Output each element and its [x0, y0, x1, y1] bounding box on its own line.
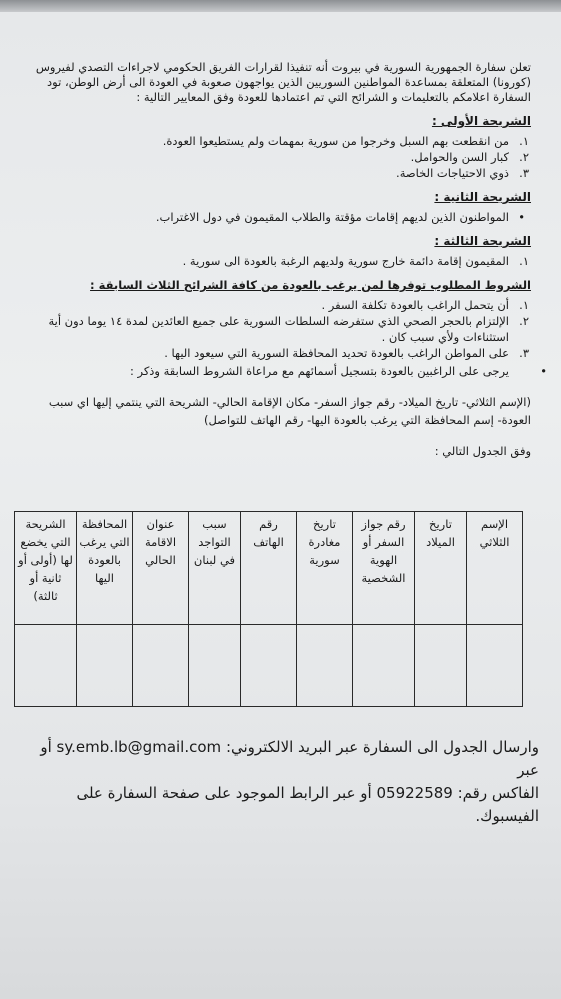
document-body [14, 60, 547, 459]
table-header-cell: تاريخ مغادرة سورية [297, 512, 353, 625]
table-header-cell: رقم جواز السفر أو الهوية الشخصية [353, 512, 415, 625]
email-address: sy.emb.lb@gmail.com [56, 738, 222, 756]
table-header-cell: تاريخ الميلاد [415, 512, 467, 625]
footer-line-2: الفاكس رقم: 05922589 أو عبر الرابط الموجود على صفحة السفارة على الفيسبوك. [76, 784, 539, 825]
section2-list [14, 209, 531, 225]
table-cell [241, 625, 297, 707]
table-intro: وفق الجدول التالي : [434, 444, 531, 458]
footer-instructions [14, 736, 539, 828]
table-cell [189, 625, 241, 707]
table-header-cell: المحافظة التي يرغب بالعودة اليها [77, 512, 133, 625]
intro-paragraph: تعلن سفارة الجمهورية السورية في بيروت أنه تنفيذا لقرارات الفريق الحكومي لاجراءات التصدي لفيروس (كورونا) المتعلقة بمساعدة المواطنين السوريين الذين يواجهون صعوبة في العودة الى أرض الوطن، تود السفارة اعلامكم بالتعليمات و الشرائح التي تم اعتمادها للعودة وفق المعايير التالية : [35, 60, 531, 104]
list-item: ٢. كبار السن والحوامل. [410, 150, 529, 164]
table-header-cell: الشريحة التي يخضع لها (أولى أو ثانية أو ثالثة) [15, 512, 77, 625]
conditions-title: الشروط المطلوب توفرها لمن يرغب بالعودة من كافة الشرائح الثلاث السابقة : [90, 278, 531, 292]
section1-title: الشريحة الأولى : [431, 114, 531, 128]
list-item: ٣. ذوي الاحتياجات الخاصة. [396, 166, 529, 180]
table-row [15, 625, 523, 707]
list-item: • المواطنون الذين لديهم إقامات مؤقتة والطلاب المقيمون في دول الاغتراب. [155, 210, 525, 224]
table-cell [133, 625, 189, 707]
list-item: ١. أن يتحمل الراغب بالعودة تكلفة السفر . [321, 298, 529, 312]
table-cell [415, 625, 467, 707]
list-item: ١. المقيمون إقامة دائمة خارج سورية ولديهم الرغبة بالعودة الى سورية . [182, 254, 529, 268]
table-header-cell: رقم الهاتف [241, 512, 297, 625]
table-cell [467, 625, 523, 707]
table-cell [297, 625, 353, 707]
conditions-list [14, 297, 531, 361]
page-top-edge [0, 0, 561, 12]
list-item: ٢. الإلتزام بالحجر الصحي الذي ستفرضه السلطات السورية على جميع العائدين لمدة ١٤ يوما دون أية استثناءات ولأي سبب كان . [48, 314, 529, 344]
table-cell [15, 625, 77, 707]
bullet-icon: • [518, 210, 525, 224]
footer-line-1: وارسال الجدول الى السفارة عبر البريد الالكتروني: sy.emb.lb@gmail.com أو عبر [40, 738, 539, 779]
table-cell [353, 625, 415, 707]
bullet-icon: • [540, 364, 547, 378]
list-item: ٣. على المواطن الراغب بالعودة تحديد المحافظة السورية التي سيعود اليها . [164, 346, 529, 360]
table-header-cell: سبب التواجد في لبنان [189, 512, 241, 625]
table-header-cell: الإسم الثلاثي [467, 512, 523, 625]
section1-list [14, 133, 531, 181]
table-cell [77, 625, 133, 707]
list-item: ١. من انقطعت بهم السبل وخرجوا من سورية بمهمات ولم يستطيعوا العودة. [162, 134, 529, 148]
section2-title: الشريحة الثانية : [434, 190, 531, 204]
section3-title: الشريحة الثالثة : [434, 234, 531, 248]
required-fields-text: (الإسم الثلاثي- تاريخ الميلاد- رقم جواز السفر- مكان الإقامة الحالي- الشريحة التي ينتمي إليها اي سبب العودة- إسم المحافظة التي يرغب بالعودة اليها- رقم الهاتف للتواصل) [48, 395, 531, 427]
table-header-cell: عنوان الاقامة الحالي [133, 512, 189, 625]
registration-table [14, 511, 523, 707]
conditions-note: • يرجى على الراغبين بالعودة بتسجيل أسمائهم مع مراعاة الشروط السابقة وذكر : [129, 364, 547, 378]
section3-list [14, 253, 531, 269]
table-header-row [15, 512, 523, 625]
